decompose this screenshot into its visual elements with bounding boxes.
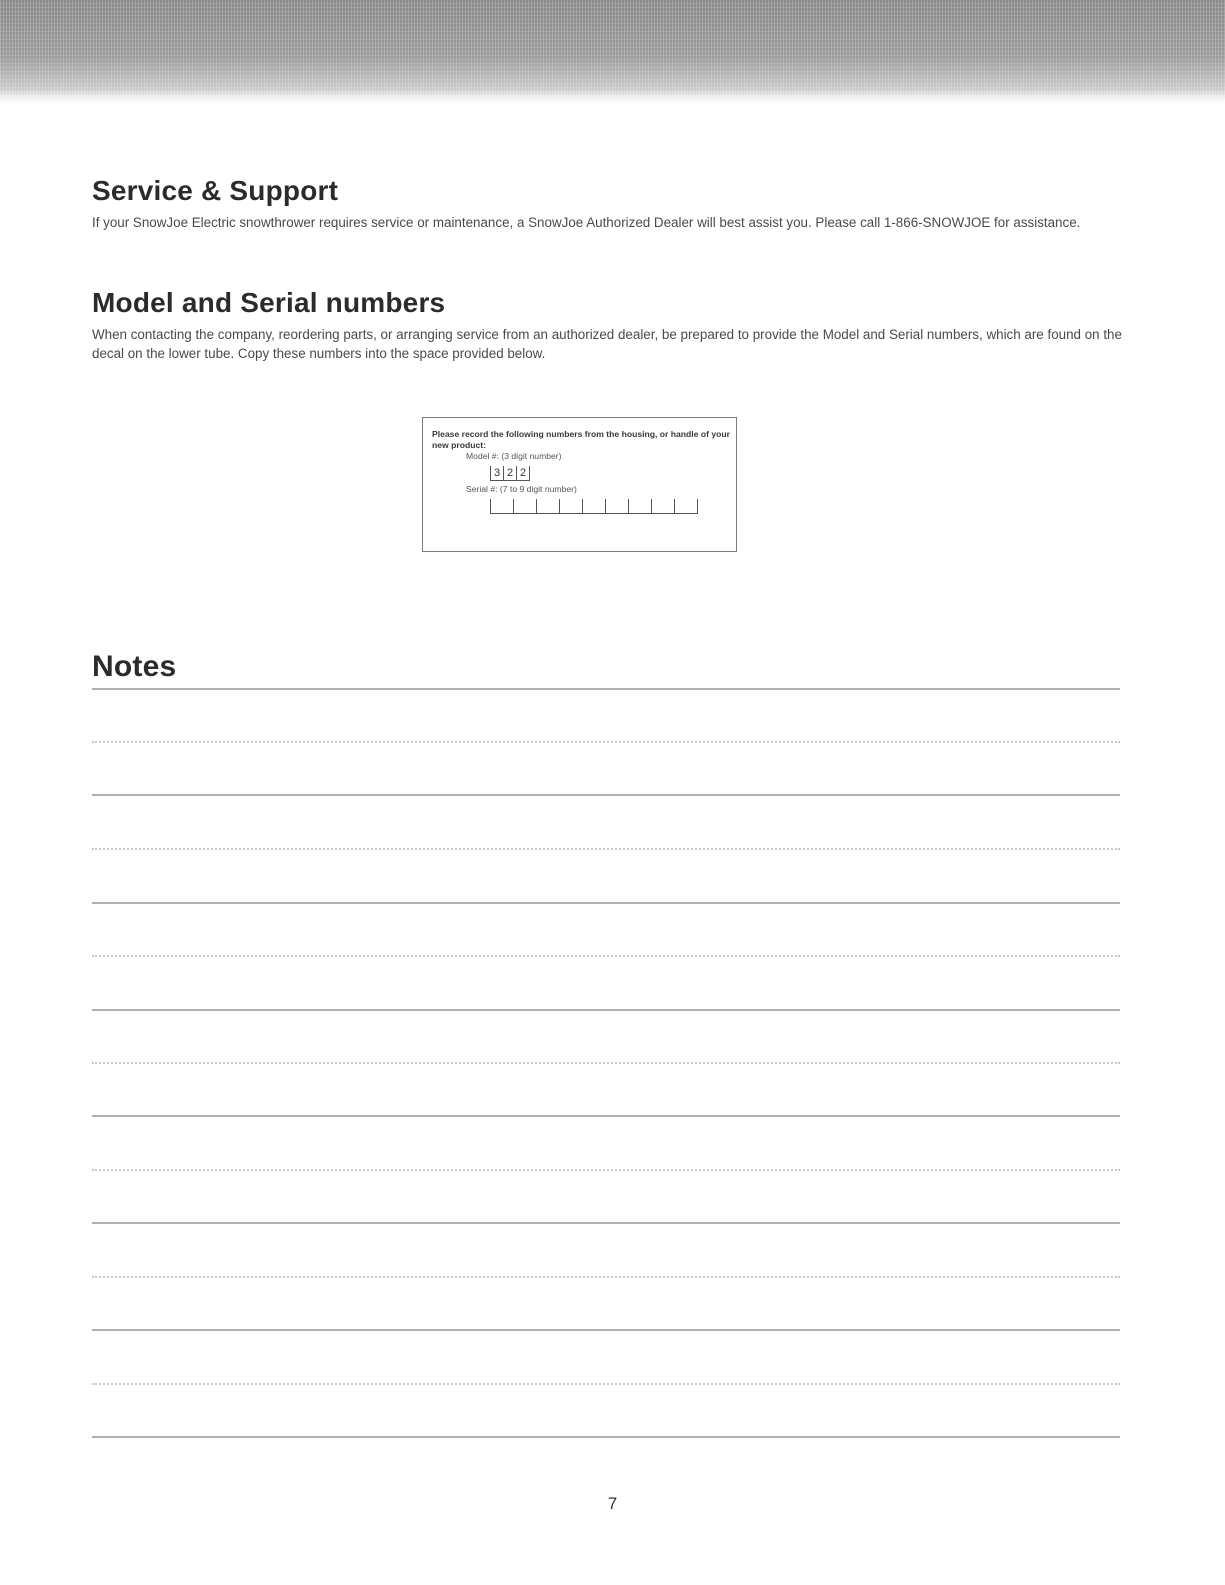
serial-digit[interactable] (605, 499, 628, 514)
note-line[interactable] (92, 848, 1120, 850)
serial-digit[interactable] (651, 499, 674, 514)
note-line[interactable] (92, 1062, 1120, 1064)
model-serial-body: When contacting the company, reordering parts, or arranging service from an authorized dealer, be prepared to provide the Model and Serial numbers, which are found on the decal on the lower tube. Copy these numbers into the space provided below. (92, 327, 1122, 361)
service-body: If your SnowJoe Electric snowthrower requires service or maintenance, a SnowJoe Authorized Dealer will best assist you. Please call 1-866-SNOWJOE for assistance. (92, 215, 1081, 230)
serial-number-field[interactable] (490, 499, 736, 513)
model-digit[interactable]: 3 (490, 466, 503, 481)
serial-digit[interactable] (628, 499, 651, 514)
notes-rule (92, 688, 1120, 690)
note-line[interactable] (92, 741, 1120, 743)
notes-heading: Notes (92, 650, 177, 683)
note-line[interactable] (92, 1169, 1120, 1171)
note-line[interactable] (92, 794, 1120, 796)
serial-number-label: Serial #: (7 to 9 digit number) (466, 484, 577, 494)
note-line[interactable] (92, 1329, 1120, 1331)
model-number-field[interactable] (490, 466, 736, 480)
serial-digit[interactable] (674, 499, 698, 514)
model-serial-section (92, 287, 1132, 363)
model-number-label: Model #: (3 digit number) (466, 451, 562, 461)
notes-section (92, 650, 176, 684)
note-line[interactable] (92, 1383, 1120, 1385)
note-line[interactable] (92, 955, 1120, 957)
note-line[interactable] (92, 1436, 1120, 1438)
header-band (0, 0, 1225, 104)
note-line[interactable] (92, 1276, 1120, 1278)
note-line[interactable] (92, 1009, 1120, 1011)
serial-digit[interactable] (513, 499, 536, 514)
note-line[interactable] (92, 1115, 1120, 1117)
page-number: 7 (607, 1494, 618, 1513)
note-line[interactable] (92, 1222, 1120, 1224)
model-serial-heading: Model and Serial numbers (92, 287, 446, 318)
model-digit[interactable]: 2 (516, 466, 530, 481)
record-instruction: Please record the following numbers from the housing, or handle of your new product: (432, 429, 730, 450)
serial-digit[interactable] (536, 499, 559, 514)
record-numbers-box (422, 417, 737, 552)
note-line[interactable] (92, 902, 1120, 904)
service-section (92, 175, 1132, 232)
serial-digit[interactable] (490, 499, 513, 514)
service-heading: Service & Support (92, 175, 339, 206)
serial-digit[interactable] (582, 499, 605, 514)
model-digit[interactable]: 2 (503, 466, 516, 481)
serial-digit[interactable] (559, 499, 582, 514)
